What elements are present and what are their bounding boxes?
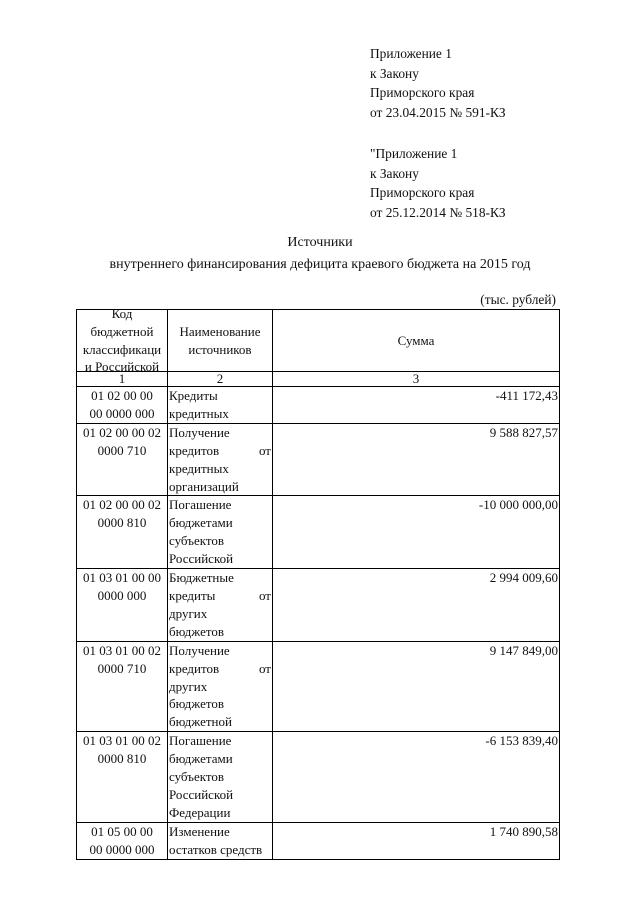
row-name (168, 387, 273, 424)
row-code (77, 641, 168, 732)
code-line: 00 0000 000 (89, 841, 155, 857)
annex-line: Приложение 1 (370, 46, 452, 61)
name-line: Получение (169, 424, 230, 440)
code-line: 01 02 00 00 02 (83, 424, 161, 440)
name-line: организаций (169, 478, 239, 494)
annex-line: от 23.04.2015 № 591-КЗ (370, 104, 506, 120)
row-code (77, 423, 168, 496)
annex-line: "Приложение 1 (370, 146, 458, 161)
row-amount: -10 000 000,00 (273, 496, 560, 569)
annex-original-reference (370, 144, 506, 222)
name-line: бюджетной (169, 714, 232, 730)
code-line: 01 02 00 00 (91, 388, 153, 403)
name-line: кредиты от (169, 587, 271, 603)
name-line: Российской (169, 551, 234, 567)
column-number: 1 (77, 372, 168, 387)
row-code (77, 387, 168, 424)
name-line: кредитных (169, 405, 229, 421)
annex-line: от 25.12.2014 № 518-КЗ (370, 204, 506, 220)
name-line: Погашение (169, 733, 232, 749)
name-line: кредитов от (169, 660, 271, 676)
name-line: кредитных (169, 460, 229, 476)
table-row (77, 641, 560, 732)
name-line: Федерации (169, 804, 231, 820)
title-line-1: Источники (287, 235, 353, 250)
name-line: Изменение (169, 823, 230, 839)
row-amount: 2 994 009,60 (273, 569, 560, 642)
column-number: 2 (168, 372, 273, 387)
name-line: других (169, 605, 208, 621)
code-line: 0000 710 (97, 442, 147, 458)
name-line: бюджетов (169, 623, 225, 639)
code-line: 01 05 00 00 (91, 823, 153, 839)
column-number: 3 (273, 372, 560, 387)
header-code (77, 310, 168, 372)
code-line: 01 03 01 00 02 (83, 733, 161, 749)
header-name (168, 310, 273, 372)
row-code (77, 732, 168, 823)
code-line: 0000 000 (97, 587, 147, 603)
header-code-line: классификаци (82, 341, 162, 357)
row-amount: -411 172,43 (273, 387, 560, 424)
name-line: Получение (169, 642, 230, 658)
header-name-line: источников (188, 341, 252, 357)
row-amount: 9 588 827,57 (273, 423, 560, 496)
code-line: 01 03 01 00 02 (83, 642, 161, 658)
row-code (77, 569, 168, 642)
row-amount: -6 153 839,40 (273, 732, 560, 823)
row-name (168, 641, 273, 732)
column-number-row (77, 372, 560, 387)
header-code-line: Код (111, 310, 133, 321)
name-line: субъектов (169, 533, 225, 549)
title-line-2: внутреннего финансирования дефицита краевого бюджета на 2015 год (109, 257, 531, 272)
name-line: Бюджетные (169, 570, 234, 586)
name-line: Российской (169, 786, 234, 802)
annex-line: к Закону (370, 165, 419, 181)
row-amount: 9 147 849,00 (273, 641, 560, 732)
table-row (77, 822, 560, 859)
code-line: 0000 810 (97, 751, 147, 767)
name-line: кредитов от (169, 442, 271, 458)
row-name (168, 569, 273, 642)
row-name (168, 423, 273, 496)
name-line: бюджетами (169, 751, 233, 767)
table-row (77, 423, 560, 496)
name-line: субъектов (169, 769, 225, 785)
annex-line: Приморского края (370, 185, 475, 201)
annex-current-reference (370, 44, 506, 122)
row-amount: 1 740 890,58 (273, 822, 560, 859)
name-line: бюджетов (169, 696, 225, 712)
header-code-line: и Российской (84, 359, 160, 371)
units-label: (тыс. рублей) (480, 292, 556, 307)
table-row (77, 387, 560, 424)
header-name-line: Наименование (179, 323, 261, 339)
code-line: 01 02 00 00 02 (83, 497, 161, 513)
annex-line: Приморского края (370, 85, 475, 101)
row-name (168, 822, 273, 859)
name-line: других (169, 678, 208, 694)
code-line: 00 0000 000 (89, 405, 155, 421)
name-line: бюджетами (169, 515, 233, 531)
code-line: 0000 710 (97, 660, 147, 676)
table-row (77, 569, 560, 642)
document-title (0, 232, 640, 276)
name-line: Погашение (169, 497, 232, 513)
row-code (77, 496, 168, 569)
code-line: 01 03 01 00 00 (83, 570, 161, 586)
annex-line: к Закону (370, 65, 419, 81)
row-code (77, 822, 168, 859)
table-row (77, 496, 560, 569)
name-line: остатков средств (169, 841, 263, 857)
header-amount: Сумма (273, 310, 560, 372)
table-row (77, 732, 560, 823)
header-code-line: бюджетной (90, 323, 154, 339)
row-name (168, 496, 273, 569)
name-line: Кредиты (169, 388, 218, 403)
row-name (168, 732, 273, 823)
code-line: 0000 810 (97, 515, 147, 531)
budget-sources-table (76, 309, 560, 860)
table-header-row (77, 310, 560, 372)
